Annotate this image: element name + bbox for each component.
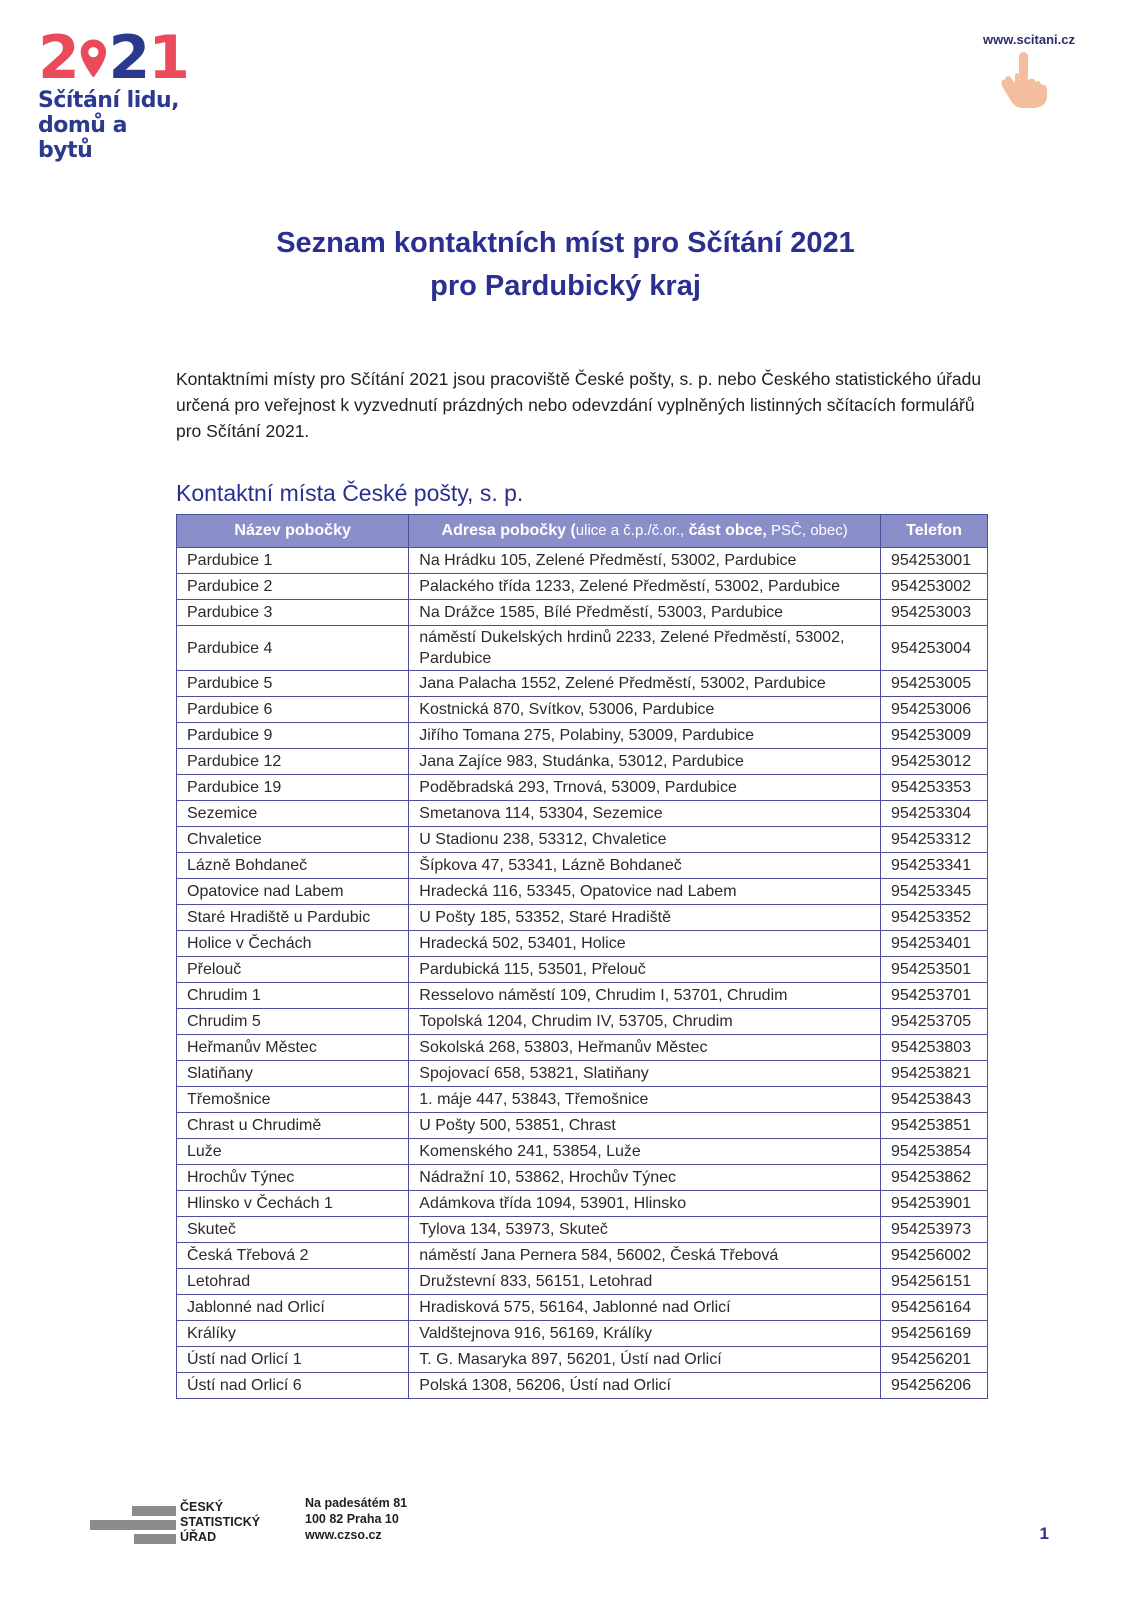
table-row (177, 801, 988, 827)
org-line: ÚŘAD (180, 1530, 217, 1544)
branch-address-cell: Hradecká 502, 53401, Holice (409, 931, 881, 957)
branch-phone-cell: 954253312 (881, 827, 988, 853)
branch-name-cell: Chvaletice (177, 827, 409, 853)
branch-phone-cell: 954253803 (881, 1035, 988, 1061)
branch-phone-cell: 954253854 (881, 1139, 988, 1165)
branch-name-cell: Slatiňany (177, 1061, 409, 1087)
branch-name-cell: Lázně Bohdaneč (177, 853, 409, 879)
branch-name-cell: Chrudim 1 (177, 983, 409, 1009)
table-row (177, 827, 988, 853)
branch-name-cell: Pardubice 2 (177, 574, 409, 600)
table-row (177, 1165, 988, 1191)
table-row (177, 1373, 988, 1399)
census-logo (38, 23, 188, 163)
branch-address-cell: Polská 1308, 56206, Ústí nad Orlicí (409, 1373, 881, 1399)
branch-address-cell: Poděbradská 293, Trnová, 53009, Pardubice (409, 775, 881, 801)
branch-name-cell: Sezemice (177, 801, 409, 827)
table-row (177, 1321, 988, 1347)
branch-name-cell: Skuteč (177, 1217, 409, 1243)
table-row (177, 697, 988, 723)
org-line: ČESKÝ (180, 1500, 224, 1514)
branch-name-cell: Chrast u Chrudimě (177, 1113, 409, 1139)
branch-phone-cell: 954253352 (881, 905, 988, 931)
branch-name-cell: Pardubice 3 (177, 600, 409, 626)
branch-address-cell: Topolská 1204, Chrudim IV, 53705, Chrudim (409, 1009, 881, 1035)
branch-phone-cell: 954253002 (881, 574, 988, 600)
branch-address-cell: Spojovací 658, 53821, Slatiňany (409, 1061, 881, 1087)
table-row (177, 574, 988, 600)
table-row (177, 1269, 988, 1295)
contact-points-table (176, 514, 988, 1399)
branch-phone-cell: 954253003 (881, 600, 988, 626)
branch-name-cell: Jablonné nad Orlicí (177, 1295, 409, 1321)
branch-name-cell: Pardubice 6 (177, 697, 409, 723)
branch-name-cell: Letohrad (177, 1269, 409, 1295)
branch-address-cell: Kostnická 870, Svítkov, 53006, Pardubice (409, 697, 881, 723)
branch-phone-cell: 954256201 (881, 1347, 988, 1373)
address-header-part: část obce, (684, 522, 767, 539)
branch-name-cell: Pardubice 5 (177, 671, 409, 697)
branch-name-cell: Pardubice 4 (177, 626, 409, 671)
table-row (177, 626, 988, 671)
branch-address-cell: Resselovo náměstí 109, Chrudim I, 53701, Chrudim (409, 983, 881, 1009)
branch-name-cell: Pardubice 12 (177, 749, 409, 775)
branch-address-cell: Nádražní 10, 53862, Hrochův Týnec (409, 1165, 881, 1191)
table-row (177, 1113, 988, 1139)
branch-name-cell: Holice v Čechách (177, 931, 409, 957)
table-row (177, 879, 988, 905)
branch-name-cell: Králíky (177, 1321, 409, 1347)
branch-address-cell: Valdštejnova 916, 56169, Králíky (409, 1321, 881, 1347)
branch-phone-cell: 954253843 (881, 1087, 988, 1113)
location-pin-icon (79, 34, 108, 84)
address-line: 100 82 Praha 10 (305, 1512, 399, 1526)
address-header-hint: ulice a č.p./č.or., (575, 522, 685, 539)
pointing-hand-icon (997, 50, 1051, 110)
branch-address-cell: U Pošty 185, 53352, Staré Hradiště (409, 905, 881, 931)
branch-name-cell: Ústí nad Orlicí 6 (177, 1373, 409, 1399)
branch-address-cell: Jana Palacha 1552, Zelené Předměstí, 53002, Pardubice (409, 671, 881, 697)
branch-phone-cell: 954253401 (881, 931, 988, 957)
section-heading: Kontaktní místa České pošty, s. p. (176, 480, 524, 506)
logo-bar (134, 1534, 176, 1544)
branch-name-cell: Hrochův Týnec (177, 1165, 409, 1191)
address-line: Na padesátém 81 (305, 1496, 408, 1510)
column-header-name: Název pobočky (177, 515, 409, 548)
address-header-hint: PSČ, obec) (766, 522, 848, 539)
org-line: STATISTICKÝ (180, 1515, 261, 1529)
table-row (177, 1217, 988, 1243)
table-row (177, 1035, 988, 1061)
branch-phone-cell: 954253862 (881, 1165, 988, 1191)
logo-year (38, 23, 188, 93)
table-row (177, 983, 988, 1009)
branch-address-cell: Smetanova 114, 53304, Sezemice (409, 801, 881, 827)
branch-phone-cell: 954253009 (881, 723, 988, 749)
branch-address-cell: Tylova 134, 53973, Skuteč (409, 1217, 881, 1243)
footer-website[interactable]: www.czso.cz (305, 1528, 382, 1542)
branch-name-cell: Ústí nad Orlicí 1 (177, 1347, 409, 1373)
branch-name-cell: Česká Třebová 2 (177, 1243, 409, 1269)
branch-name-cell: Pardubice 9 (177, 723, 409, 749)
branch-address-cell: náměstí Jana Pernera 584, 56002, Česká Třebová (409, 1243, 881, 1269)
branch-name-cell: Opatovice nad Labem (177, 879, 409, 905)
address-header-main: Adresa pobočky ( (441, 522, 576, 539)
branch-name-cell: Hlinsko v Čechách 1 (177, 1191, 409, 1217)
logo-digit: 2 (38, 23, 78, 93)
branch-address-cell: náměstí Dukelských hrdinů 2233, Zelené Předměstí, 53002, Pardubice (409, 626, 881, 671)
logo-digit: 2 (108, 23, 149, 93)
branch-phone-cell: 954253012 (881, 749, 988, 775)
footer-org-name (180, 1500, 260, 1545)
logo-bar (90, 1520, 176, 1530)
branch-name-cell: Pardubice 1 (177, 548, 409, 574)
branch-address-cell: Jana Zajíce 983, Studánka, 53012, Pardubice (409, 749, 881, 775)
branch-address-cell: Komenského 241, 53854, Luže (409, 1139, 881, 1165)
table-row (177, 853, 988, 879)
table-row (177, 548, 988, 574)
branch-name-cell: Přelouč (177, 957, 409, 983)
branch-phone-cell: 954256002 (881, 1243, 988, 1269)
table-row (177, 1243, 988, 1269)
title-line: pro Pardubický kraj (430, 270, 701, 302)
branch-phone-cell: 954253851 (881, 1113, 988, 1139)
column-header-address (409, 515, 881, 548)
branch-phone-cell: 954253821 (881, 1061, 988, 1087)
table-row (177, 905, 988, 931)
branch-address-cell: Hradecká 116, 53345, Opatovice nad Labem (409, 879, 881, 905)
branch-phone-cell: 954253005 (881, 671, 988, 697)
logo-line: Sčítání lidu, (38, 88, 180, 113)
table-row (177, 1139, 988, 1165)
footer-address (305, 1495, 407, 1543)
table-row (177, 723, 988, 749)
branch-phone-cell: 954256164 (881, 1295, 988, 1321)
branch-address-cell: Na Hrádku 105, Zelené Předměstí, 53002, Pardubice (409, 548, 881, 574)
branch-phone-cell: 954253701 (881, 983, 988, 1009)
branch-address-cell: U Stadionu 238, 53312, Chvaletice (409, 827, 881, 853)
branch-address-cell: Šípkova 47, 53341, Lázně Bohdaneč (409, 853, 881, 879)
logo-digit: 1 (148, 23, 188, 93)
branch-address-cell: U Pošty 500, 53851, Chrast (409, 1113, 881, 1139)
title-line: Seznam kontaktních míst pro Sčítání 2021 (276, 227, 855, 259)
branch-name-cell: Luže (177, 1139, 409, 1165)
branch-address-cell: Družstevní 833, 56151, Letohrad (409, 1269, 881, 1295)
branch-address-cell: Adámkova třída 1094, 53901, Hlinsko (409, 1191, 881, 1217)
branch-address-cell: Palackého třída 1233, Zelené Předměstí, 53002, Pardubice (409, 574, 881, 600)
column-header-phone: Telefon (881, 515, 988, 548)
branch-address-cell: Pardubická 115, 53501, Přelouč (409, 957, 881, 983)
branch-phone-cell: 954253006 (881, 697, 988, 723)
branch-phone-cell: 954253901 (881, 1191, 988, 1217)
table-header-row (177, 515, 988, 548)
logo-line: domů a bytů (38, 113, 127, 163)
branch-phone-cell: 954253705 (881, 1009, 988, 1035)
logo-wordmark (38, 88, 188, 163)
branch-name-cell: Heřmanův Městec (177, 1035, 409, 1061)
branch-phone-cell: 954256169 (881, 1321, 988, 1347)
branch-address-cell: Jiřího Tomana 275, Polabiny, 53009, Pardubice (409, 723, 881, 749)
branch-name-cell: Pardubice 19 (177, 775, 409, 801)
branch-name-cell: Třemošnice (177, 1087, 409, 1113)
branch-phone-cell: 954253973 (881, 1217, 988, 1243)
branch-name-cell: Staré Hradiště u Pardubic (177, 905, 409, 931)
page-title (0, 222, 1131, 308)
table-row (177, 1087, 988, 1113)
table-row (177, 957, 988, 983)
branch-phone-cell: 954253004 (881, 626, 988, 671)
branch-phone-cell: 954256151 (881, 1269, 988, 1295)
table-row (177, 775, 988, 801)
table-row (177, 600, 988, 626)
branch-phone-cell: 954256206 (881, 1373, 988, 1399)
table-row (177, 931, 988, 957)
table-body (177, 548, 988, 1399)
branch-address-cell: T. G. Masaryka 897, 56201, Ústí nad Orlicí (409, 1347, 881, 1373)
branch-phone-cell: 954253345 (881, 879, 988, 905)
branch-phone-cell: 954253501 (881, 957, 988, 983)
branch-address-cell: Sokolská 268, 53803, Heřmanův Městec (409, 1035, 881, 1061)
branch-phone-cell: 954253353 (881, 775, 988, 801)
table-row (177, 749, 988, 775)
site-link[interactable]: www.scitani.cz (983, 32, 1075, 47)
branch-phone-cell: 954253304 (881, 801, 988, 827)
logo-bar (132, 1506, 176, 1516)
branch-address-cell: Na Drážce 1585, Bílé Předměstí, 53003, Pardubice (409, 600, 881, 626)
table-row (177, 671, 988, 697)
branch-address-cell: Hradisková 575, 56164, Jablonné nad Orlicí (409, 1295, 881, 1321)
table-row (177, 1061, 988, 1087)
branch-phone-cell: 954253001 (881, 548, 988, 574)
table-row (177, 1009, 988, 1035)
table-row (177, 1191, 988, 1217)
branch-name-cell: Chrudim 5 (177, 1009, 409, 1035)
intro-paragraph: Kontaktními místy pro Sčítání 2021 jsou pracoviště České pošty, s. p. nebo Českého statistického úřadu určená pro veřejnost k vyzvednutí prázdných nebo odevzdání vyplněných listinných sčítacích formulářů pro Sčítání 2021. (176, 369, 982, 441)
table-row (177, 1347, 988, 1373)
table-row (177, 1295, 988, 1321)
branch-address-cell: 1. máje 447, 53843, Třemošnice (409, 1087, 881, 1113)
page-number: 1 (1039, 1524, 1049, 1543)
branch-phone-cell: 954253341 (881, 853, 988, 879)
